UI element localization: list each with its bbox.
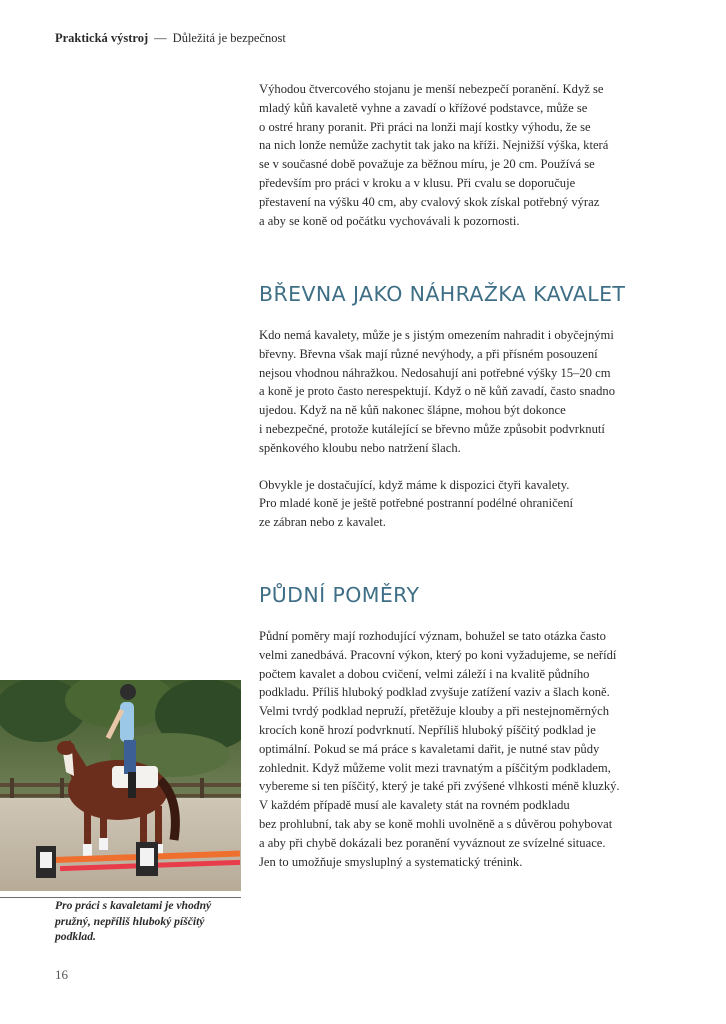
text-line: se v současné době považuje za běžnou míru, je 20 cm. Používá se bbox=[259, 157, 595, 172]
text-line: bez prohlubní, tak aby se koně mohli uvolněně a s důvěrou pohybovat bbox=[259, 816, 613, 831]
text-line: V každém případě musí ale kavalety stát na rovném podkladu bbox=[259, 798, 570, 813]
book-title: Praktická výstroj bbox=[55, 31, 149, 45]
intro-paragraph bbox=[259, 80, 679, 230]
text-line: spěnkového kloubu nebo natržení šlach. bbox=[259, 440, 461, 455]
text-line: ujedou. Když na ně kůň nakonec šlápne, mohou být dokonce bbox=[259, 403, 566, 418]
text-line: Kdo nemá kavalety, může je s jistým omezením nahradit i obyčejnými bbox=[259, 328, 614, 342]
text-line: podkladu. Příliš hluboký podklad zvyšuje zatížení vaziv a šlach koně. bbox=[259, 685, 610, 700]
text-line: Výhodou čtvercového stojanu je menší nebezpečí poranění. Když se bbox=[259, 82, 604, 96]
text-line: Pro mladé koně je ještě potřebné postranní podélné ohraničení bbox=[259, 496, 574, 511]
horse-cavaletti-photo bbox=[0, 680, 241, 891]
text-line: přestavení na výšku 40 cm, aby cvalový skok získal potřebný výraz bbox=[259, 194, 600, 209]
section-heading-poles: BŘEVNA JAKO NÁHRAŽKA KAVALET bbox=[259, 282, 626, 306]
text-line: mladý kůň kavaletě vyhne a zavadí o křížové podstavce, může se bbox=[259, 100, 588, 115]
text-line: Jen to umožňuje smysluplný a systematický trénink. bbox=[259, 854, 523, 869]
figure-caption bbox=[55, 898, 241, 945]
page-number: 16 bbox=[55, 967, 68, 982]
text-line: o ostré hrany poranit. Při práci na lonži mají kostky výhodu, že se bbox=[259, 119, 591, 134]
section-heading-ground: PŮDNÍ POMĚRY bbox=[259, 583, 420, 607]
text-line: a aby při chybě dokázali bez poranění vyváznout ze svízelné situace. bbox=[259, 835, 606, 850]
header-separator: — bbox=[154, 31, 167, 45]
chapter-title: Důležitá je bezpečnost bbox=[172, 31, 286, 45]
text-line: ze zábran nebo z kavalet. bbox=[259, 515, 386, 530]
text-line: Půdní poměry mají rozhodující význam, bohužel se tato otázka často bbox=[259, 629, 606, 643]
text-line: a aby se koně od počátku vychovávali k pozornosti. bbox=[259, 213, 520, 228]
text-line: počtem kavalet a dobou cvičení, velmi záleží i na kvalitě půdního bbox=[259, 666, 590, 681]
running-head bbox=[55, 31, 286, 46]
text-line: krocích koně hrozí podvrknutí. Nepříliš hluboký píščitý podklad je bbox=[259, 722, 596, 737]
text-line: zohlednit. Když můžeme volit mezi travnatým a píščitým podkladem, bbox=[259, 760, 611, 775]
text-line: především pro práci v kroku a v klusu. Při cvalu se doporučuje bbox=[259, 175, 576, 190]
text-line: vybereme si ten píščitý, který je také při zvýšené vlhkosti méně kluzký. bbox=[259, 779, 620, 794]
text-line: velmi zanedbává. Pracovní výkon, který po koni vyžadujeme, se neřídí bbox=[259, 647, 617, 662]
caption-line: podklad. bbox=[55, 930, 96, 944]
text-line: optimální. Pokud se má práce s kavaletami dařit, je nutné stav půdy bbox=[259, 741, 600, 756]
section-poles-body bbox=[259, 326, 679, 532]
text-line: Obvykle je dostačující, když máme k dispozici čtyři kavalety. bbox=[259, 477, 570, 492]
caption-line: pružný, nepříliš hluboký píščitý bbox=[55, 914, 205, 928]
text-line: Velmi tvrdý podklad nepruží, přetěžuje klouby a při nestejnoměrných bbox=[259, 704, 610, 719]
text-line: nejsou vhodnou náhražkou. Nedosahují ani potřebné výšky 15–20 cm bbox=[259, 365, 611, 380]
caption-line: Pro práci s kavaletami je vhodný bbox=[55, 899, 212, 912]
text-line: na nich lonže nemůže zachytit tak jako na kříži. Nejnižší výška, která bbox=[259, 138, 609, 153]
text-line: i nebezpečné, protože kutálející se břevno může způsobit podvrknutí bbox=[259, 421, 605, 436]
section-ground-body bbox=[259, 627, 679, 871]
text-line: a koně je proto často nerespektují. Když o ně kůň zavadí, často snadno bbox=[259, 384, 616, 399]
text-line: břevny. Břevna však mají různé nevýhody, a při přísném posouzení bbox=[259, 346, 598, 361]
